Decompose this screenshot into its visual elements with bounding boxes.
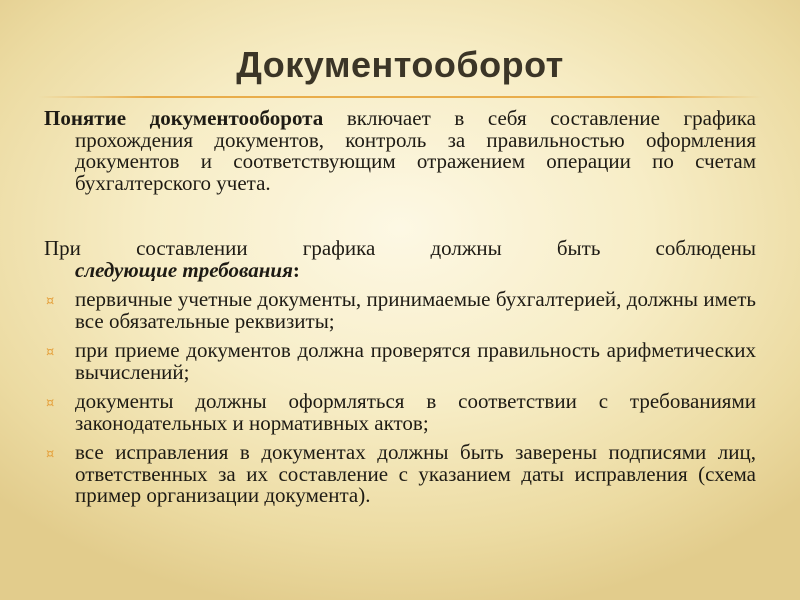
diamond-bullet-icon: ¤ [46, 294, 55, 309]
requirements-list [44, 289, 756, 507]
list-item-text: все исправления в документах должны быть заверены подписями лиц, ответственных за их составление с указанием даты исправления (схема пример организации документа). [75, 440, 756, 507]
requirements-emphasis: следующие требования [75, 257, 293, 282]
requirements-lead-line: При составлении графика должны быть соблюдены [44, 236, 756, 260]
list-item-text: при приеме документов должна проверятся правильность арифметических вычислений; [75, 338, 756, 384]
slide-body [44, 108, 756, 515]
list-item [44, 289, 756, 332]
requirements-lead [44, 238, 756, 281]
diamond-bullet-icon: ¤ [46, 447, 55, 462]
requirements-colon: : [292, 257, 300, 282]
diamond-bullet-icon: ¤ [46, 345, 55, 360]
list-item [44, 340, 756, 383]
list-item [44, 442, 756, 507]
requirements-lead-emphasis-line [44, 257, 756, 282]
intro-term: Понятие документооборота [44, 106, 324, 130]
list-item-text: документы должны оформляться в соответствии с требованиями законодательных и нормативных актов; [75, 389, 756, 435]
title-divider [38, 96, 762, 98]
list-item-text: первичные учетные документы, принимаемые бухгалтерией, должны иметь все обязательные реквизиты; [75, 287, 756, 333]
diamond-bullet-icon: ¤ [46, 396, 55, 411]
intro-paragraph [44, 108, 756, 194]
list-item [44, 391, 756, 434]
intro-text: включает в себя составление графика прохождения документов, контроль за правильностью оформления документов и соответствующим отражением операции по счетам бухгалтерского учета. [75, 106, 756, 195]
slide-title: Документооборот [236, 44, 564, 85]
